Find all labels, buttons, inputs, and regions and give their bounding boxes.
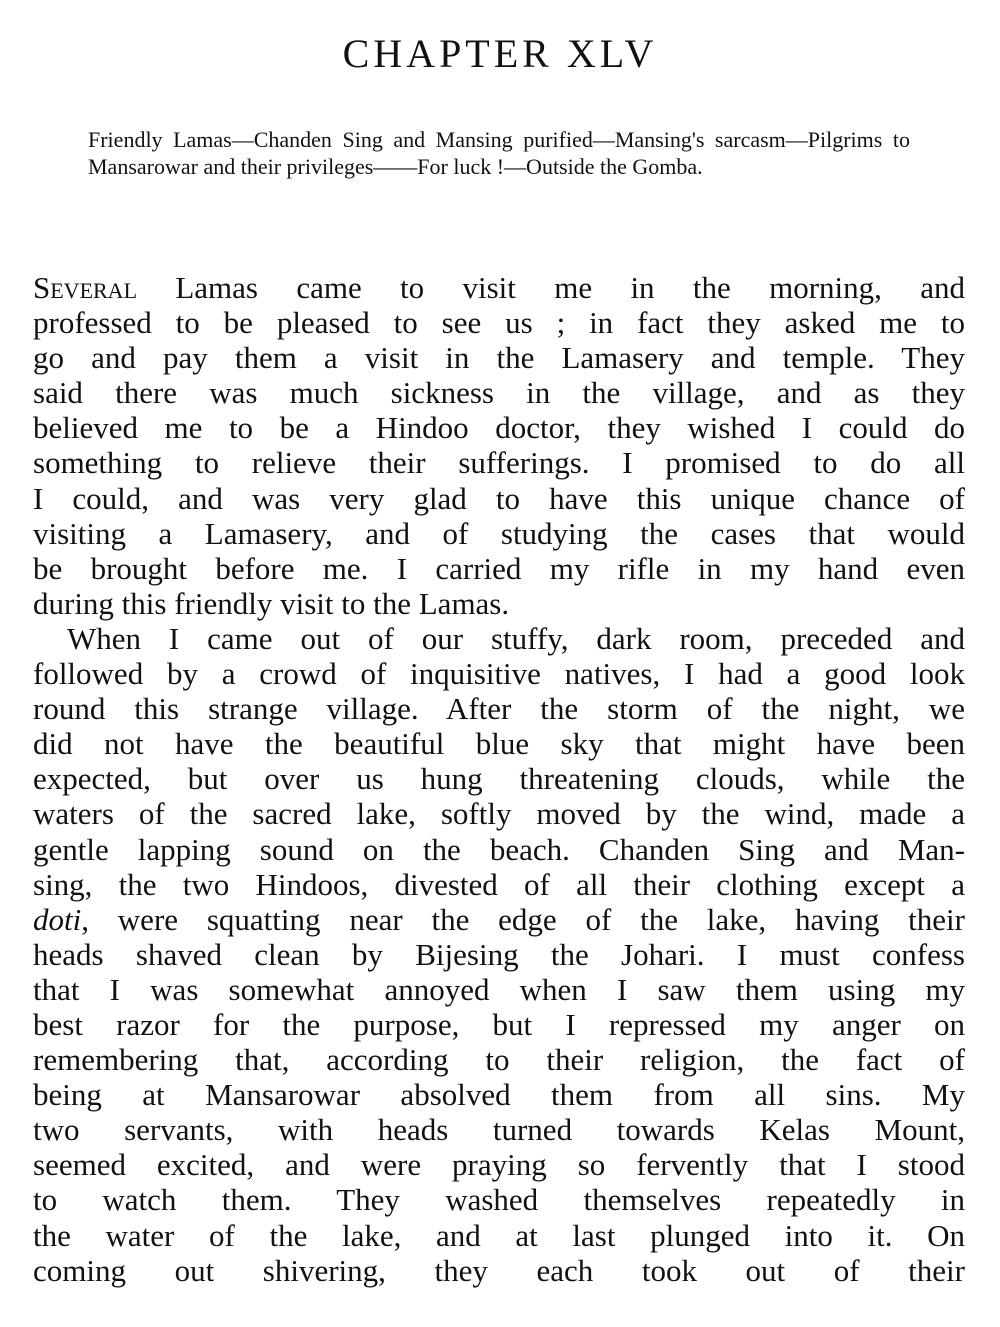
italic-word: doti (33, 901, 82, 937)
text-line: something to relieve their sufferings. I promised to do all (33, 445, 965, 481)
text-line: sing, the two Hindoos, divested of all their clothing except a (33, 866, 965, 902)
text-line (33, 270, 965, 305)
text-line: go and pay them a visit in the Lamasery and temple. They (33, 340, 965, 376)
text-line: followed by a crowd of inquisitive natives, I had a good look (33, 656, 965, 692)
text-line: expected, but over us hung threatening clouds, while the (33, 761, 965, 797)
text-line: to watch them. They washed themselves repeatedly in (33, 1182, 965, 1218)
text-line: best razor for the purpose, but I repressed my anger on (33, 1006, 965, 1042)
text-line: during this friendly visit to the Lamas. (33, 585, 510, 621)
text-line: said there was much sickness in the village, and as they (33, 375, 965, 411)
text-line: being at Mansarowar absolved them from all sins. My (33, 1077, 965, 1113)
chapter-synopsis: Friendly Lamas—Chanden Sing and Mansing purified—Mansing's sarcasm—Pilgrims to Mansarowar and their privileges——For luck !—Outside the Gomba. (88, 127, 910, 179)
text-line: When I came out of our stuffy, dark room, preceded and (67, 620, 965, 656)
text-line: coming out shivering, they each took out of their (33, 1252, 965, 1288)
text-line: two servants, with heads turned towards Kelas Mount, (33, 1112, 965, 1148)
text-line: seemed excited, and were praying so fervently that I stood (33, 1147, 965, 1183)
text-line (33, 902, 965, 937)
text-line: the water of the lake, and at last plunged into it. On (33, 1217, 965, 1253)
text-line: be brought before me. I carried my rifle in my hand even (33, 550, 965, 586)
body-text (33, 270, 965, 1288)
text-fragment: , were squatting near the edge of the lake, having their (81, 901, 965, 937)
text-line: visiting a Lamasery, and of studying the cases that would (33, 515, 965, 551)
text-line: round this strange village. After the storm of the night, we (33, 691, 965, 727)
chapter-title: CHAPTER XLV (342, 31, 658, 76)
text-line: heads shaved clean by Bijesing the Johari. I must confess (33, 936, 965, 972)
text-line: believed me to be a Hindoo doctor, they wished I could do (33, 410, 965, 446)
text-line: gentle lapping sound on the beach. Chanden Sing and Man- (33, 831, 965, 867)
text-fragment: Lamas came to visit me in the morning, and (137, 270, 965, 305)
text-line: waters of the sacred lake, softly moved by the wind, made a (33, 796, 965, 832)
text-line: did not have the beautiful blue sky that might have been (33, 726, 965, 762)
text-line: professed to be pleased to see us ; in fact they asked me to (33, 305, 965, 341)
text-line: I could, and was very glad to have this unique chance of (33, 480, 965, 516)
lead-word: Several (33, 270, 138, 305)
text-line: that I was somewhat annoyed when I saw them using my (33, 971, 965, 1007)
text-line: remembering that, according to their religion, the fact of (33, 1042, 965, 1078)
